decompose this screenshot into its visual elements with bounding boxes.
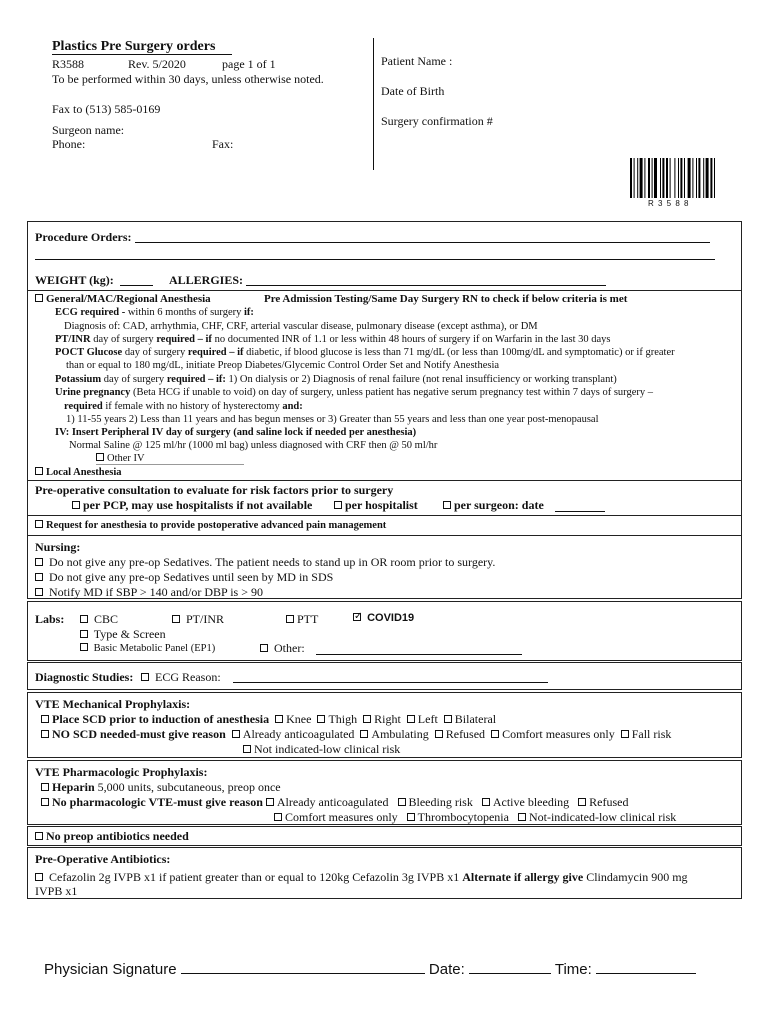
checkbox[interactable]: [444, 715, 452, 723]
heparin-bold: Heparin: [52, 780, 95, 794]
checkbox[interactable]: [621, 730, 629, 738]
checkbox[interactable]: [443, 501, 451, 509]
ptinr-bold: PT/INR: [55, 334, 91, 345]
ambulating-label: Ambulating: [371, 727, 429, 741]
pharm-refused-label: Refused: [589, 795, 629, 809]
barcode-bar: [703, 158, 704, 198]
checkbox[interactable]: [41, 783, 49, 791]
barcode-bar: [680, 158, 682, 198]
knee-option[interactable]: [275, 712, 311, 726]
checkbox[interactable]: [482, 798, 490, 806]
consult-date-field[interactable]: [555, 511, 605, 512]
checkbox[interactable]: [80, 615, 88, 623]
weight-label: WEIGHT (kg):: [35, 273, 114, 287]
checkbox[interactable]: [398, 798, 406, 806]
pharm-refused-option[interactable]: [578, 795, 628, 809]
nursing-item-label: Do not give any pre-op Sedatives. The patient needs to stand up in OR room prior to surgery.: [49, 555, 496, 569]
lab-covid-option[interactable]: [353, 612, 414, 625]
thrombocytopenia-label: Thrombocytopenia: [417, 810, 509, 824]
pharm-comfort-label: Comfort measures only: [285, 810, 398, 824]
vte-mech-row-2: [41, 727, 671, 741]
nursing-item[interactable]: [35, 585, 263, 599]
lab-cbc-label: CBC: [94, 612, 119, 626]
checkbox[interactable]: [243, 745, 251, 753]
ptinr-required: [55, 333, 611, 346]
not-indicated-option[interactable]: [243, 742, 400, 756]
procedure-line-1[interactable]: [135, 242, 710, 243]
poct-bold: POCT Glucose: [55, 347, 123, 358]
pat-note: Pre Admission Testing/Same Day Surgery RN to check if below criteria is met: [264, 293, 628, 305]
barcode-bar: [640, 158, 643, 198]
vte-pharm-row-3: [274, 810, 676, 824]
general-anesthesia-label: General/MAC/Regional Anesthesia: [46, 293, 211, 305]
diagnostic-ecg-label: ECG Reason:: [155, 670, 221, 684]
consult-hospitalist-option[interactable]: [334, 498, 418, 512]
lab-ptt-option[interactable]: [286, 612, 318, 626]
barcode-bar: [634, 158, 635, 198]
consult-surgeon-option[interactable]: [443, 498, 544, 512]
potassium-text: day of surgery: [101, 374, 167, 385]
checkbox[interactable]: [80, 643, 88, 651]
barcode-bar: [696, 158, 697, 198]
nursing-item[interactable]: [35, 570, 333, 584]
barcode: [630, 158, 744, 198]
right-option[interactable]: [363, 712, 401, 726]
date-field[interactable]: [469, 973, 551, 974]
consult-surgeon-label: per surgeon: date: [454, 498, 544, 512]
no-scd-label: NO SCD needed-must give reason: [52, 727, 226, 741]
vte-mech-title: VTE Mechanical Prophylaxis:: [35, 697, 191, 711]
potassium-required: [55, 373, 617, 386]
lab-type-screen-label: Type & Screen: [93, 627, 166, 641]
lab-cbc-option[interactable]: [80, 612, 118, 626]
urine-pregnancy: [55, 386, 653, 399]
checkbox[interactable]: [286, 615, 294, 623]
already-anticoag-label: Already anticoagulated: [242, 727, 355, 741]
procedure-line-2[interactable]: [35, 259, 715, 260]
no-abx-label: No preop antibiotics needed: [46, 829, 189, 843]
checkbox[interactable]: [518, 813, 526, 821]
poct-required: [55, 346, 675, 359]
checkbox[interactable]: [274, 813, 282, 821]
title-underline: [52, 54, 232, 55]
checkbox[interactable]: [35, 558, 43, 566]
barcode-bar: [630, 158, 632, 198]
urine-text: (Beta HCG if unable to void) on day of surgery, unless patient has negative serum pregnancy test within 7 days of surgery –: [130, 387, 654, 398]
other-iv-label: Other IV: [107, 453, 145, 464]
nursing-item-label: Do not give any pre-op Sedatives until seen by MD in SDS: [49, 570, 334, 584]
ecg-required: [55, 306, 254, 319]
lab-type-screen-option[interactable]: [80, 627, 166, 641]
time-label: Time:: [554, 961, 592, 978]
potassium-bold-2: required – if:: [166, 374, 226, 385]
no-abx-option[interactable]: [35, 829, 189, 843]
checkbox[interactable]: [275, 715, 283, 723]
checkbox[interactable]: [96, 453, 104, 461]
weight-field[interactable]: [120, 285, 153, 286]
no-pharm-label: No pharmacologic VTE-must give reason: [52, 795, 263, 809]
barcode-bar: [670, 158, 671, 198]
phone-label: Phone:: [52, 137, 86, 151]
barcode-bar: [662, 158, 664, 198]
pain-mgmt-label: Request for anesthesia to provide postoperative advanced pain management: [46, 520, 387, 531]
poct-text: day of surgery: [122, 347, 188, 358]
checkbox[interactable]: [232, 730, 240, 738]
checkbox[interactable]: [435, 730, 443, 738]
cefazolin-text: Cefazolin 2g IVPB x1 if patient greater than or equal to 120kg Cefazolin 3g IVPB x1: [49, 870, 463, 884]
checkbox[interactable]: [407, 813, 415, 821]
divider: [28, 515, 741, 516]
checkbox[interactable]: [266, 798, 274, 806]
no-abx-box: [27, 826, 742, 846]
consult-pcp-label: per PCP, may use hospitalists if not available: [83, 498, 313, 512]
diagnostic-reason-field[interactable]: [233, 682, 548, 683]
header-divider: [373, 38, 374, 170]
no-scd-option[interactable]: [41, 727, 226, 741]
already-anticoag-option[interactable]: [232, 727, 355, 741]
checkbox[interactable]: [35, 467, 43, 475]
knee-label: Knee: [286, 712, 312, 726]
checkbox[interactable]: [407, 715, 415, 723]
urine-required: [64, 400, 303, 413]
form-code: R3588: [52, 57, 85, 71]
barcode-bar: [710, 158, 712, 198]
time-field[interactable]: [596, 973, 696, 974]
urine-and: and:: [282, 401, 303, 412]
vte-mech-row-1: [41, 712, 496, 726]
urine-criteria: 1) 11-55 years 2) Less than 11 years and has begun menses or 3) Greater than 55 years and less than one year post-menopausal: [66, 414, 599, 425]
consult-hospitalist-label: per hospitalist: [345, 498, 418, 512]
checkbox[interactable]: [41, 715, 49, 723]
left-option[interactable]: [407, 712, 438, 726]
cefazolin-bold: Alternate if allergy give: [462, 870, 584, 884]
checkbox[interactable]: [41, 730, 49, 738]
pharm-comfort-option[interactable]: [274, 810, 398, 824]
dob-label: Date of Birth: [381, 84, 445, 98]
pharm-not-indicated-option[interactable]: [518, 810, 676, 824]
barcode-bar: [714, 158, 715, 198]
checkbox[interactable]: [172, 615, 180, 623]
lab-bmp-label: Basic Metabolic Panel (EP1): [93, 643, 216, 654]
patient-name-label: Patient Name :: [381, 54, 453, 68]
barcode-bar: [648, 158, 650, 198]
local-anesthesia-label: Local Anesthesia: [46, 467, 122, 478]
vte-pharm-box: [27, 760, 742, 825]
checkbox[interactable]: [363, 715, 371, 723]
ptinr-bold-2: required – if: [156, 334, 212, 345]
other-iv-line[interactable]: [96, 464, 244, 465]
labs-box: [27, 601, 742, 661]
date-label: Date:: [428, 961, 465, 978]
pain-mgmt-option[interactable]: [35, 519, 386, 532]
barcode-bar: [660, 158, 661, 198]
page-number: page 1 of 1: [222, 57, 276, 71]
heparin-option[interactable]: [41, 780, 281, 794]
bilateral-label: Bilateral: [454, 712, 497, 726]
checked-checkbox[interactable]: [353, 613, 361, 621]
lab-covid-label: COVID19: [367, 612, 415, 624]
poct-text-2: diabetic, if blood glucose is less than 71 mg/dL (or less than 100mg/dL and symptomatic) or if greater: [243, 347, 675, 358]
consult-pcp-option[interactable]: [72, 498, 312, 512]
barcode-bar: [684, 158, 685, 198]
signature-row: [44, 961, 696, 978]
barcode-bar: [706, 158, 709, 198]
vte-pharm-title: VTE Pharmacologic Prophylaxis:: [35, 765, 208, 779]
pharm-not-indicated-label: Not-indicated-low clinical risk: [528, 810, 677, 824]
barcode-bar: [637, 158, 638, 198]
fax-to: Fax to (513) 585-0169: [52, 102, 161, 116]
pharm-already-option[interactable]: [266, 795, 389, 809]
ecg-text: within 6 months of surgery: [125, 307, 245, 318]
thrombocytopenia-option[interactable]: [407, 810, 509, 824]
scd-option[interactable]: [41, 712, 269, 726]
bleeding-risk-option[interactable]: [398, 795, 473, 809]
diagnostic-label: Diagnostic Studies:: [35, 670, 134, 684]
ecg-if: if:: [244, 307, 254, 318]
cefazolin-text-2: Clindamycin 900 mg: [583, 870, 688, 884]
barcode-text: R 3 5 8 8: [648, 199, 690, 208]
no-pharm-option[interactable]: [41, 795, 263, 809]
nursing-item[interactable]: [35, 555, 495, 569]
general-anesthesia-option[interactable]: [35, 293, 211, 306]
left-label: Left: [417, 712, 438, 726]
procedure-label: Procedure Orders:: [35, 230, 132, 244]
bilateral-option[interactable]: [444, 712, 496, 726]
iv-order: IV: Insert Peripheral IV day of surgery (and saline lock if needed per anesthesia): [55, 427, 417, 438]
consult-title: Pre-operative consultation to evaluate for risk factors prior to surgery: [35, 483, 394, 497]
cefazolin-continued: IVPB x1: [35, 884, 78, 898]
labs-label: Labs:: [35, 612, 65, 626]
barcode-bar: [692, 158, 693, 198]
heparin-text: 5,000 units, subcutaneous, preop once: [94, 780, 281, 794]
poct-bold-2: required – if: [187, 347, 244, 358]
checkbox[interactable]: [80, 630, 88, 638]
vte-mechanical-box: [27, 692, 742, 758]
urine-bold: Urine pregnancy: [55, 387, 131, 398]
ptinr-text: day of surgery: [90, 334, 157, 345]
barcode-bar: [698, 158, 700, 198]
ecg-bold: ECG required -: [55, 307, 126, 318]
pharm-already-label: Already anticoagulated: [276, 795, 389, 809]
divider: [28, 535, 741, 536]
right-label: Right: [374, 712, 401, 726]
lab-other-label: Other:: [274, 641, 305, 655]
diagnosis-criteria: Diagnosis of: CAD, arrhythmia, CHF, CRF, arterial vascular disease, pulmonary disease (except asthma), or DM: [64, 321, 538, 332]
checkbox[interactable]: [72, 501, 80, 509]
form-title: Plastics Pre Surgery orders: [52, 39, 216, 54]
checkbox[interactable]: [41, 798, 49, 806]
urine-text-2: if female with no history of hysterectomy: [102, 401, 283, 412]
checkbox[interactable]: [35, 873, 43, 881]
active-bleeding-label: Active bleeding: [492, 795, 570, 809]
vte-pharm-row-2: [41, 795, 628, 809]
checkbox[interactable]: [317, 715, 325, 723]
comfort-option[interactable]: [491, 727, 615, 741]
barcode-bar: [688, 158, 691, 198]
thigh-label: Thigh: [328, 712, 358, 726]
lab-other-field[interactable]: [316, 654, 522, 655]
nursing-item-label: Notify MD if SBP > 140 and/or DBP is > 90: [49, 585, 263, 599]
checkbox[interactable]: [360, 730, 368, 738]
divider: [28, 290, 741, 291]
lab-other-option[interactable]: [260, 641, 305, 655]
within-note: To be performed within 30 days, unless otherwise noted.: [52, 72, 324, 86]
allergies-field[interactable]: [246, 285, 606, 286]
confirmation-label: Surgery confirmation #: [381, 114, 493, 128]
lab-ptinr-option[interactable]: [172, 612, 224, 626]
checkbox[interactable]: [578, 798, 586, 806]
checkbox[interactable]: [35, 573, 43, 581]
allergies-label: ALLERGIES:: [169, 273, 244, 287]
refused-option[interactable]: [435, 727, 485, 741]
iv-normal-saline: Normal Saline @ 125 ml/hr (1000 ml bag) unless diagnosed with CRF then @ 50 ml/hr: [69, 440, 438, 451]
refused-label: Refused: [445, 727, 486, 741]
checkbox[interactable]: [141, 673, 149, 681]
physician-signature-field[interactable]: [181, 973, 425, 974]
comfort-label: Comfort measures only: [502, 727, 615, 741]
active-bleeding-option[interactable]: [482, 795, 569, 809]
divider: [28, 480, 741, 481]
barcode-bar: [678, 158, 679, 198]
not-indicated-label: Not indicated-low clinical risk: [254, 742, 401, 756]
urine-bold-2: required: [64, 401, 103, 412]
fall-risk-label: Fall risk: [631, 727, 672, 741]
barcode-bar: [654, 158, 657, 198]
abx-box: [27, 847, 742, 899]
diagnostic-box: [27, 662, 742, 690]
potassium-text-2: 1) On dialysis or 2) Diagnosis of renal failure (not renal insufficiency or working transplant): [225, 374, 617, 385]
diagnostic-ecg-option[interactable]: [141, 670, 221, 684]
barcode-bar: [674, 158, 675, 198]
lab-ptt-label: PTT: [297, 612, 319, 626]
physician-signature-label: Physician Signature: [44, 961, 177, 978]
checkbox[interactable]: [35, 588, 43, 596]
cefazolin-option[interactable]: [35, 870, 688, 884]
barcode-bar: [644, 158, 645, 198]
fax-label: Fax:: [212, 137, 234, 151]
checkbox[interactable]: [260, 644, 268, 652]
local-anesthesia-option[interactable]: [35, 466, 122, 479]
revision: Rev. 5/2020: [128, 57, 186, 71]
bleeding-risk-label: Bleeding risk: [408, 795, 473, 809]
potassium-bold: Potassium: [55, 374, 102, 385]
checkbox[interactable]: [491, 730, 499, 738]
ambulating-option[interactable]: [360, 727, 428, 741]
checkbox[interactable]: [35, 832, 43, 840]
surgeon-name-label: Surgeon name:: [52, 123, 125, 137]
checkbox[interactable]: [35, 294, 43, 302]
barcode-bar: [652, 158, 653, 198]
lab-ptinr-label: PT/INR: [186, 612, 225, 626]
fall-risk-option[interactable]: [621, 727, 672, 741]
lab-bmp-option[interactable]: [80, 642, 215, 655]
ptinr-text-2: no documented INR of 1.1 or less within 48 hours of surgery if on Warfarin in the last 30 days: [211, 334, 611, 345]
scd-label: Place SCD prior to induction of anesthesia: [52, 712, 270, 726]
nursing-title: Nursing:: [35, 540, 81, 554]
checkbox[interactable]: [35, 520, 43, 528]
barcode-bar: [666, 158, 668, 198]
checkbox[interactable]: [334, 501, 342, 509]
orders-box: [27, 221, 742, 599]
abx-title: Pre-Operative Antibiotics:: [35, 852, 171, 866]
thigh-option[interactable]: [317, 712, 357, 726]
poct-continued: than or equal to 180 mg/dL, initiate Preop Diabetes/Glycemic Control Order Set and Notify Anesthesia: [66, 360, 500, 371]
